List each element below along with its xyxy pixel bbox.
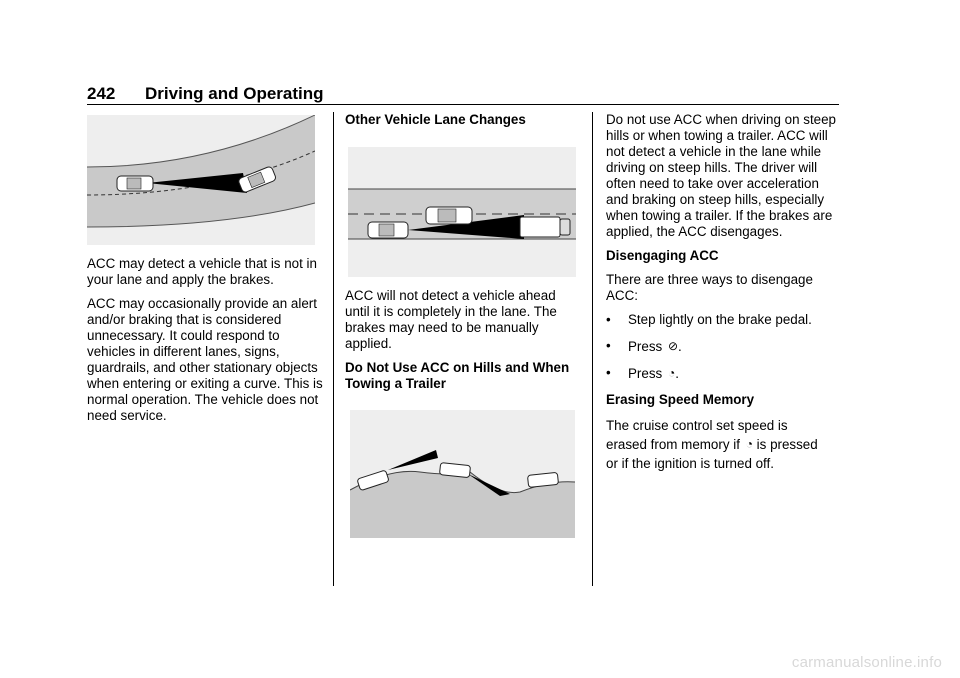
- col2-heading1: Other Vehicle Lane Changes: [345, 112, 526, 127]
- col3-para3: [606, 416, 842, 473]
- bullet-item-3: [606, 365, 842, 382]
- column-3: [606, 112, 842, 481]
- column-divider-2: [592, 112, 593, 586]
- column-2-top: [345, 112, 581, 136]
- car-own: [117, 176, 153, 191]
- para3-line1: The cruise control set speed is: [606, 418, 788, 433]
- column-1: [87, 256, 323, 432]
- col3-para2: There are three ways to disengage ACC:: [606, 272, 813, 303]
- page-number: 242: [87, 84, 116, 103]
- car-crest: [439, 463, 470, 478]
- bullet-end-3: .: [675, 366, 679, 381]
- column-divider-1: [333, 112, 334, 586]
- bullet-dot: •: [606, 312, 611, 327]
- truck-ahead: [520, 217, 570, 237]
- col2-para1: ACC will not detect a vehicle ahead until it is completely in the lane. The brakes may need to be manually applied.: [345, 288, 557, 351]
- column-2-body: [345, 288, 581, 400]
- para3-line3: or if the ignition is turned off.: [606, 456, 774, 471]
- header-rule: [87, 104, 839, 105]
- cruise-onoff-icon: ◔: [745, 437, 753, 451]
- page-header: [87, 84, 839, 106]
- col1-para2: ACC may occasionally provide an alert and/or braking that is considered unnecessary. It could respond to vehicles in different lanes, signs, guardrails, and other stationary objects when entering or exiting a curve. This is normal operation. The vehicle does not need service.: [87, 296, 323, 423]
- car-valley: [527, 472, 558, 487]
- para3-line2b: is pressed: [756, 437, 818, 452]
- figure-curve-adjacent-lane: [87, 115, 315, 245]
- col3-para1: Do not use ACC when driving on steep hills or when towing a trailer. ACC will not detect a vehicle in the lane while driving on steep hills. The driver will often need to take over acceleration and braking on steep hills, especially when towing a trailer. If the brakes are applied, the ACC disengages.: [606, 112, 837, 239]
- bullet-text-1: Step lightly on the brake pedal.: [628, 312, 812, 327]
- cancel-cruise-icon: ⊘: [667, 339, 679, 353]
- bullet-end-2: .: [678, 339, 682, 354]
- figure-lane-change: [348, 147, 576, 277]
- para3-line2a: erased from memory if: [606, 437, 740, 452]
- figure-hills: [350, 410, 575, 538]
- bullet-dot: •: [606, 338, 611, 353]
- cruise-onoff-icon: ◔: [667, 366, 676, 380]
- bullet-text-3: Press: [628, 366, 663, 381]
- car-changing-lane: [426, 207, 472, 224]
- bullet-text-2: Press: [628, 339, 663, 354]
- section-title: Driving and Operating: [145, 84, 324, 103]
- col1-para1: ACC may detect a vehicle that is not in your lane and apply the brakes.: [87, 256, 317, 287]
- bullet-item-2: [606, 338, 842, 355]
- bullet-item-1: [606, 312, 842, 328]
- watermark: carmanualsonline.info: [791, 654, 942, 671]
- col3-heading1: Disengaging ACC: [606, 248, 719, 263]
- col3-heading2: Erasing Speed Memory: [606, 392, 755, 407]
- col2-heading2: Do Not Use ACC on Hills and When Towing a Trailer: [345, 360, 570, 391]
- bullet-dot: •: [606, 365, 611, 380]
- car-own: [368, 222, 408, 238]
